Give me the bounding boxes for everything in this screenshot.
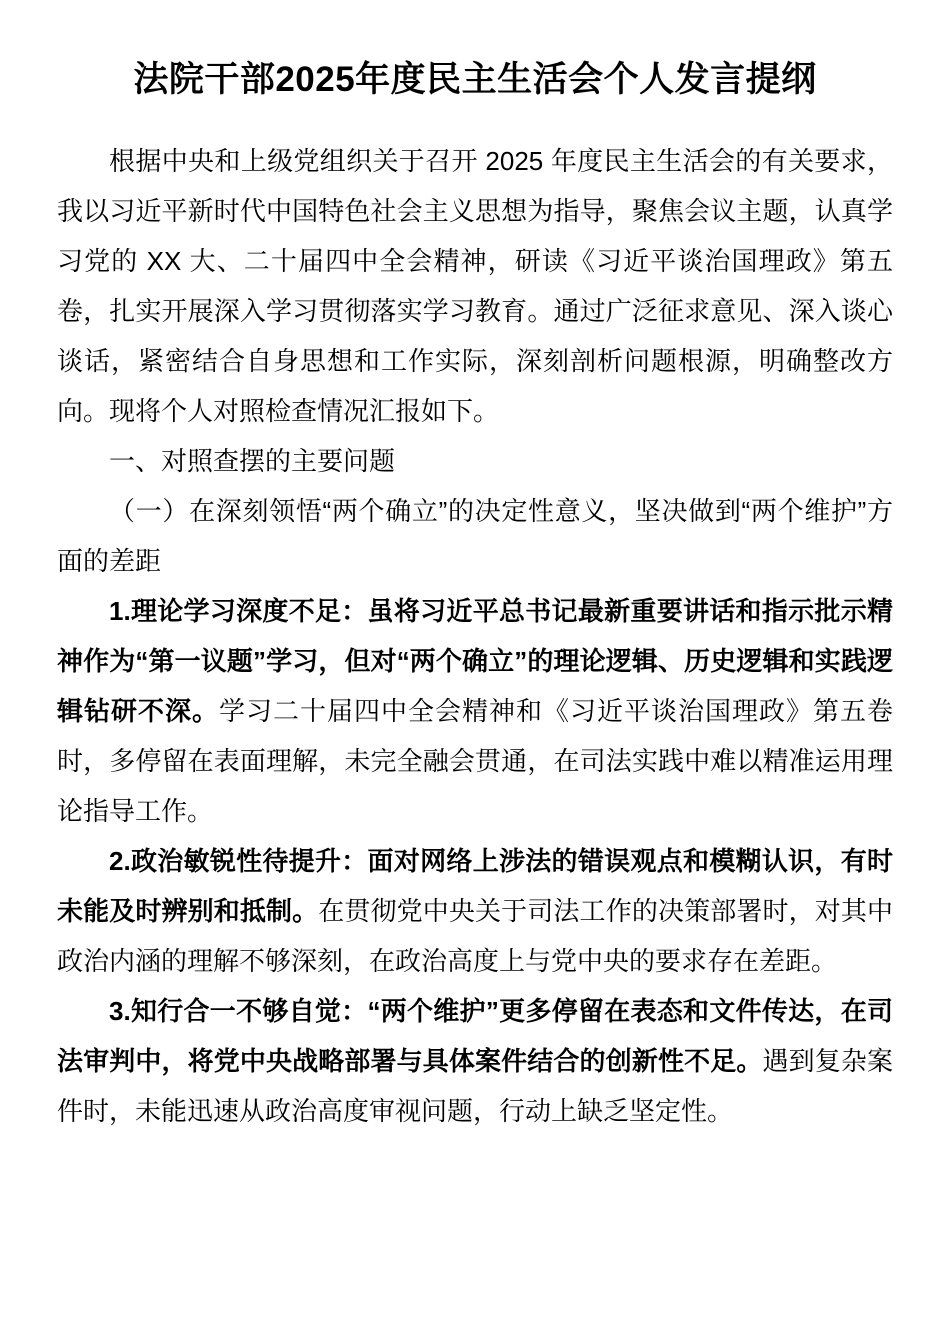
section-heading-1: 一、对照查摆的主要问题 (109, 446, 396, 476)
item-bold-lead: 理论学习深度不足：虽将习近平总书记最新重要讲话和指示批示精神作为“第一议题”学习，但对“两个确立”的理论逻辑、历史逻辑和实践逻辑钻研不深。 (57, 596, 893, 726)
item-bold-lead: 知行合一不够自觉：“两个维护”更多停留在表态和文件传达，在司法审判中，将党中央战略部署与具体案件结合的创新性不足。 (57, 996, 893, 1076)
intro-paragraph: 根据中央和上级党组织关于召开 2025 年度民主生活会的有关要求，我以习近平新时代中国特色社会主义思想为指导，聚焦会议主题，认真学习党的 XX 大、二十届四中全会精神，研读《习近平谈治国理政》第五卷，扎实开展深入学习贯彻落实学习教育。通过广泛征求意见、深入谈心谈话，紧密结合自身思想和工作实际，深刻剖析问题根源，明确整改方向。现将个人对照检查情况汇报如下。 (57, 146, 893, 426)
item-body-text: 学习二十届四中全会精神和《习近平谈治国理政》第五卷时，多停留在表面理解，未完全融会贯通，在司法实践中难以精准运用理论指导工作。 (57, 696, 893, 826)
item-bold-lead: 政治敏锐性待提升：面对网络上涉法的错误观点和模糊认识，有时未能及时辨别和抵制。 (57, 846, 893, 926)
subsection-heading-1: （一）在深刻领悟“两个确立”的决定性意义，坚决做到“两个维护”方面的差距 (57, 496, 893, 576)
document-content (57, 0, 893, 1136)
list-item (57, 586, 893, 836)
list-item (57, 836, 893, 986)
list-item (57, 986, 893, 1136)
item-number: 1. (109, 596, 131, 626)
item-number: 2. (109, 846, 131, 876)
item-body-text: 在贯彻党中央关于司法工作的决策部署时，对其中政治内涵的理解不够深刻，在政治高度上与党中央的要求存在差距。 (57, 896, 893, 976)
page-title: 法院干部2025年度民主生活会个人发言提纲 (133, 60, 817, 99)
item-body-text: 遇到复杂案件时，未能迅速从政治高度审视问题，行动上缺乏坚定性。 (57, 1046, 893, 1126)
title-spacer (57, 102, 893, 136)
item-number: 3. (109, 996, 131, 1026)
